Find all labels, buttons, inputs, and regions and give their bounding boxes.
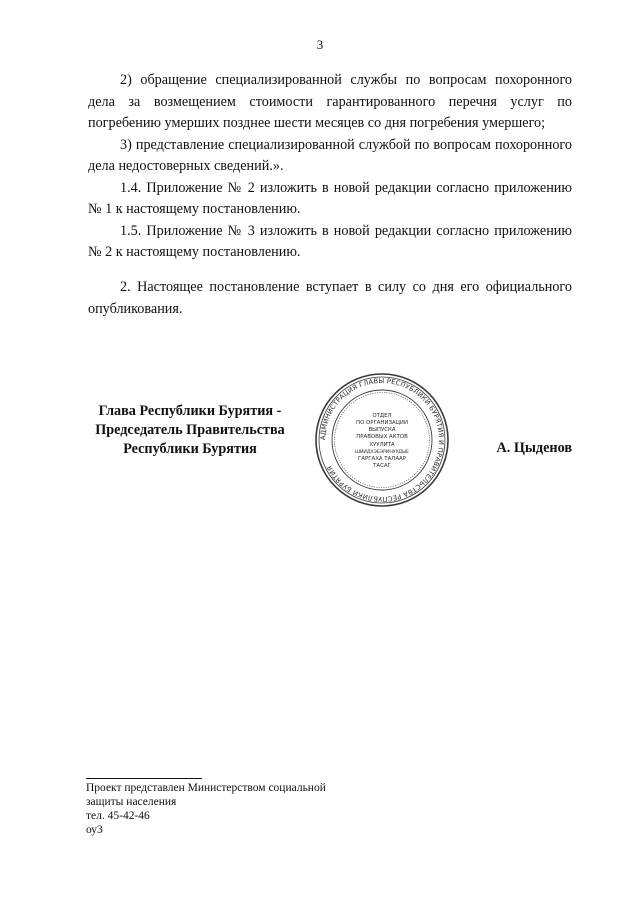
final-text-block (88, 277, 572, 320)
footnote-code: оу3 (86, 824, 103, 836)
seal-ring-textpath: АДМИНИСТРАЦИЯ ГЛАВЫ РЕСПУБЛИКИ БУРЯТИЯ И ПРАВИТЕЛЬСТВА РЕСПУБЛИКИ БУРЯТИЯ (318, 376, 446, 504)
paragraph-clause-2: 2. Настоящее постановление вступает в силу со дня его официального опубликования. (88, 279, 572, 317)
seal-line: ГАРГАХА ТАЛААР (358, 456, 406, 462)
signatory-name: А. Цыденов (496, 440, 572, 456)
seal-line: ШИИДХЭБЭРИНУУДЫЕ (355, 450, 409, 455)
seal-ring-text (319, 377, 445, 503)
signatory-title-line: Глава Республики Бурятия - (98, 403, 282, 419)
page-number: 3 (316, 37, 324, 52)
footnote-divider (86, 778, 202, 779)
paragraph-item-3: 3) представление специализированной службой по вопросам похоронного дела недостоверных сведений.». (88, 136, 572, 174)
footnote-line: Проект представлен Министерством социальной (86, 782, 326, 794)
main-text-block (88, 70, 572, 264)
paragraph-clause-1-5: 1.5. Приложение № 3 изложить в новой редакции согласно приложению № 2 к настоящему постановлению. (88, 222, 572, 260)
seal-line: ХУУЛИТА (369, 442, 395, 448)
seal-line: ОТДЕЛ (372, 413, 392, 419)
footnote-line: защиты населения (86, 796, 177, 808)
paragraph-clause-1-4: 1.4. Приложение № 2 изложить в новой редакции согласно приложению № 1 к настоящему постановлению. (88, 179, 572, 217)
signatory-title-line: Председатель Правительства (95, 422, 285, 438)
seal-line: ТАСАГ (373, 463, 391, 469)
official-seal-stamp (314, 372, 450, 508)
paragraph-item-2: 2) обращение специализированной службы по вопросам похоронного дела за возмещением стоимости гарантированного перечня услуг по погребению умерших позднее шести месяцев со дня погребения умершего; (88, 72, 572, 131)
seal-line: ВЫПУСКА (368, 427, 396, 433)
footnote (86, 781, 406, 837)
signatory-title (70, 402, 310, 459)
seal-line: ПРАВОВЫХ АКТОВ (356, 434, 408, 440)
footnote-phone: тел. 45-42-46 (86, 810, 150, 822)
signatory-title-line: Республики Бурятия (123, 441, 257, 457)
seal-line: ПО ОРГАНИЗАЦИИ (356, 420, 408, 426)
